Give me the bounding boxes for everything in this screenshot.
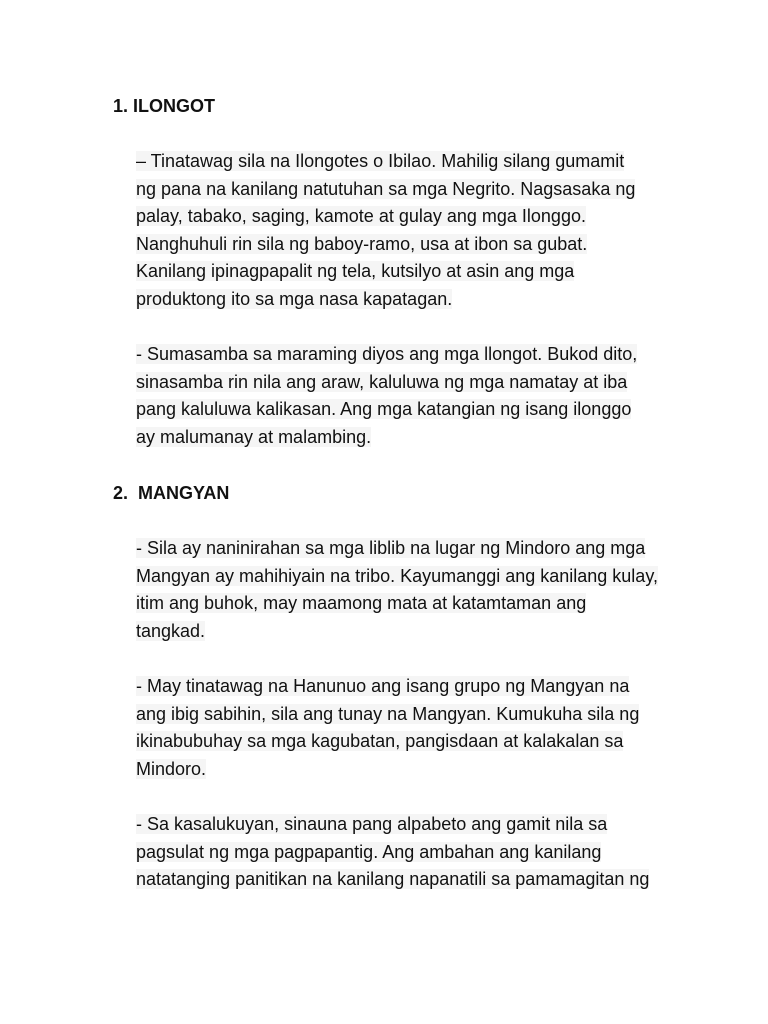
text-line: - Sa kasalukuyan, sinauna pang alpabeto ang gamit nila sa [136, 814, 608, 834]
paragraph-ilongot-1 [136, 148, 696, 314]
text-line: pagsulat ng mga pagpapantig. Ang ambahan ang kanilang [136, 841, 602, 862]
paragraph-ilongot-2 [136, 341, 696, 451]
text-line: – Tinatawag sila na Ilongotes o Ibilao. Mahilig silang gumamit [136, 151, 625, 171]
text-line: natatanging panitikan na kanilang napanatili sa pamamagitan ng [136, 869, 650, 890]
text-line: ang ibig sabihin, sila ang tunay na Mangyan. Kumukuha sila ng [136, 703, 640, 724]
section-title: ILONGOT [133, 96, 216, 116]
text-line: - May tinatawag na Hanunuo ang isang grupo ng Mangyan na [136, 676, 630, 696]
section-heading-ilongot [113, 95, 215, 117]
section-title: MANGYAN [138, 483, 230, 503]
text-line: itim ang buhok, may maamong mata at katamtaman ang [136, 593, 587, 614]
section-number: 1. [113, 96, 129, 116]
text-line: Kanilang ipinagpapalit ng tela, kutsilyo at asin ang mga [136, 261, 575, 282]
text-line: Nanghuhuli rin sila ng baboy-ramo, usa at ibon sa gubat. [136, 233, 588, 254]
text-line: - Sila ay naninirahan sa mga liblib na lugar ng Mindoro ang mga [136, 538, 646, 558]
text-line: tangkad. [136, 620, 206, 641]
paragraph-mangyan-1 [136, 535, 696, 645]
text-line: produktong ito sa mga nasa kapatagan. [136, 288, 453, 309]
text-line: Mangyan ay mahihiyain na tribo. Kayumanggi ang kanilang kulay, [136, 565, 658, 586]
text-line: ay malumanay at malambing. [136, 426, 372, 447]
section-heading-mangyan [113, 482, 229, 504]
section-number: 2. [113, 483, 129, 503]
paragraph-mangyan-3 [136, 811, 696, 894]
text-line: pang kaluluwa kalikasan. Ang mga katangian ng isang ilonggo [136, 399, 632, 420]
text-line: ng pana na kanilang natutuhan sa mga Negrito. Nagsasaka ng [136, 178, 636, 199]
text-line: sinasamba rin nila ang araw, kaluluwa ng mga namatay at iba [136, 371, 628, 392]
text-line: - Sumasamba sa maraming diyos ang mga llongot. Bukod dito, [136, 344, 638, 364]
text-line: ikinabubuhay sa mga kagubatan, pangisdaan at kalakalan sa [136, 731, 624, 752]
paragraph-mangyan-2 [136, 673, 696, 783]
text-line: Mindoro. [136, 758, 207, 779]
text-line: palay, tabako, saging, kamote at gulay ang mga Ilonggo. [136, 206, 586, 227]
